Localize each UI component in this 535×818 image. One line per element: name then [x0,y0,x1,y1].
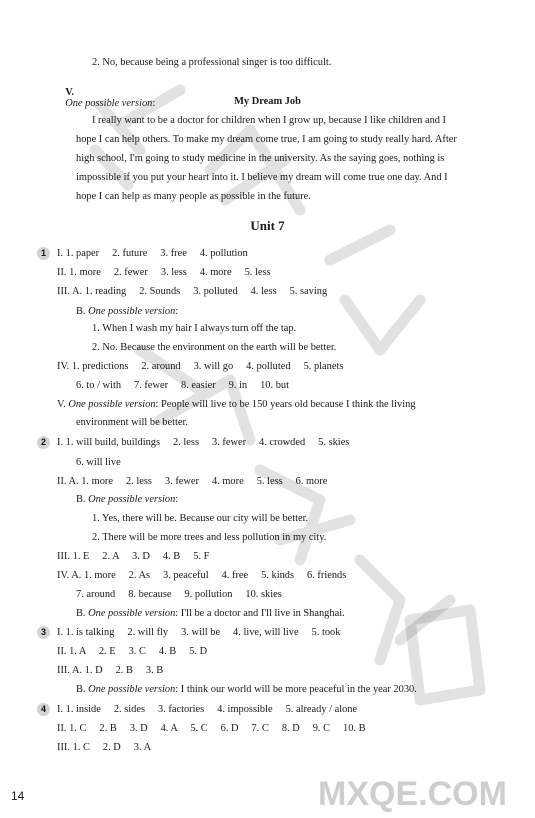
answer-line: I. 1. paper 2. future 3. free 4. pollution [57,248,248,259]
watermark-stroke [360,560,450,660]
section-badge: 1 [37,247,50,260]
essay-line: hope I can help others. To make my dream come true, I am going to study really hard. After [76,134,457,145]
answer-line: 7. around 8. because 9. pollution 10. skies [76,589,282,600]
page-number: 14 [11,789,25,803]
answer-line: 2. There will be more trees and less pollution in my city. [92,532,327,543]
essay-line: hope I can help as many people as possible in the future. [76,191,311,202]
colon: : [152,97,156,109]
answer-line: environment will be better. [76,417,188,428]
answer-line: IV. 1. predictions 2. around 3. will go 4. polluted 5. planets [57,361,344,372]
version-line: B. One possible version: I think our world will be more peaceful in the year 2030. [76,684,417,695]
version-line: B. One possible version: [76,494,179,505]
answer-line: III. 1. E 2. A 3. D 4. B 5. F [57,551,210,562]
roman-numeral: V. [65,87,74,99]
version-label: One possible version [65,97,153,109]
answer-line: II. 1. C 2. B 3. D 4. A 5. C 6. D 7. C 8. D 9. C 10. B [57,723,366,734]
answer-line: 2. No, because being a professional singer is too difficult. [92,57,332,68]
version-line: B. One possible version: I'll be a doctor and I'll live in Shanghai. [76,608,345,619]
version-line: V. One possible version: People will live to be 150 years old because I think the living [57,399,416,410]
answer-line: IV. A. 1. more 2. As 3. peaceful 4. free 5. kinds 6. friends [57,570,347,581]
answer-line: II. 1. A 2. E 3. C 4. B 5. D [57,646,208,657]
section-badge: 4 [37,703,50,716]
essay-line: impossible if you put your heart into it. I believe my dream will come true one day. And I [76,172,448,183]
answer-line: I. 1. inside 2. sides 3. factories 4. impossible 5. already / alone [57,704,358,715]
watermark-stroke [330,230,420,350]
answer-line: I. 1. will build, buildings 2. less 3. fewer 4. crowded 5. skies [57,437,350,448]
answer-line: 2. No. Because the environment on the earth will be better. [92,342,337,353]
essay-line: I really want to be a doctor for children when I grow up, because I like children and I [92,115,447,126]
answer-line: I. 1. is talking 2. will fly 3. will be 4. live, will live 5. took [57,627,341,638]
answer-line: 1. Yes, there will be. Because our city will be better. [92,513,309,524]
section-badge: 2 [37,436,50,449]
answer-line: II. A. 1. more 2. less 3. fewer 4. more 5. less 6. more [57,476,328,487]
answer-line: III. A. 1. D 2. B 3. B [57,665,164,676]
watermark-text: MXQE.COM [318,775,507,813]
essay-title: My Dream Job [234,96,301,107]
section-badge: 3 [37,626,50,639]
answer-line: 1. When I wash my hair I always turn off the tap. [92,323,297,334]
unit-title: Unit 7 [250,218,285,233]
answer-line: II. 1. more 2. fewer 3. less 4. more 5. less [57,267,271,278]
watermark-stroke [410,610,480,700]
answer-line: 6. will live [76,457,121,468]
version-line: B. One possible version: [76,306,179,317]
answer-line: III. A. 1. reading 2. Sounds 3. polluted 4. less 5. saving [57,286,328,297]
answer-line: 6. to / with 7. fewer 8. easier 9. in 10. but [76,380,289,391]
answer-line: III. 1. C 2. D 3. A [57,742,152,753]
essay-line: high school, I'm going to study medicine in the university. As the saying goes, nothing is [76,153,445,164]
